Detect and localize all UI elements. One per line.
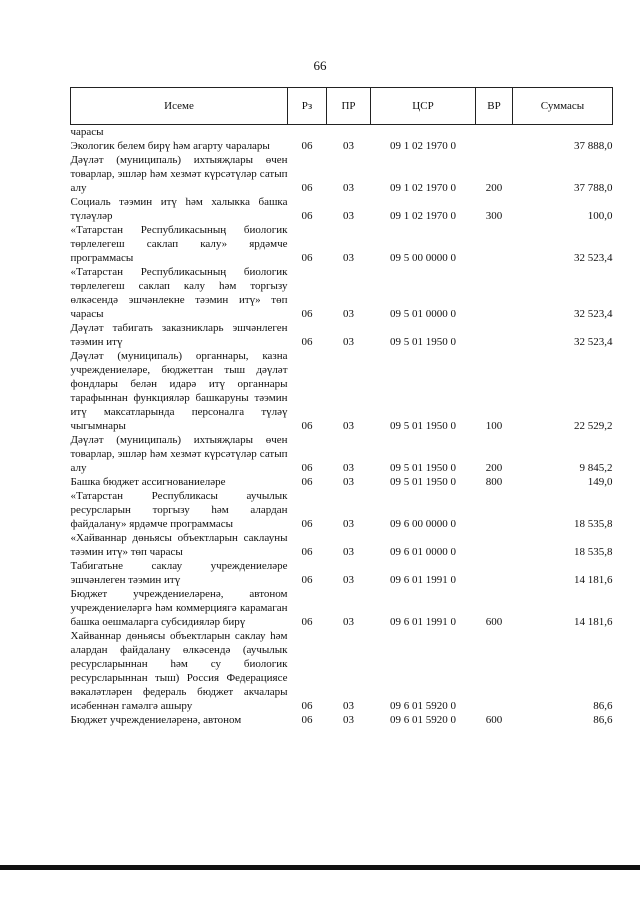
row-name: «Татарстан Республикасы аучылык ресурсларын торгызу һәм алардан файдалану» ярдәмче программасы — [70, 490, 288, 530]
row-rz: 06 — [301, 252, 313, 264]
row-name: Дәүләт табигать заказникларь эшчәнлеген тәэмин итү — [70, 322, 288, 348]
row-sum: 18 535,8 — [574, 518, 613, 530]
row-rz: 06 — [301, 518, 313, 530]
table-row — [71, 629, 613, 713]
row-csr: 09 5 01 1950 0 — [390, 420, 456, 432]
row-pr: 03 — [343, 420, 354, 432]
row-csr: 09 1 02 1970 0 — [390, 210, 456, 222]
row-csr — [371, 125, 476, 140]
row-pr: 03 — [343, 336, 354, 348]
row-csr: 09 5 01 1950 0 — [390, 476, 456, 488]
row-pr: 03 — [343, 518, 354, 530]
row-vr — [476, 125, 513, 140]
table-row — [71, 223, 613, 265]
row-sum: 32 523,4 — [574, 336, 613, 348]
row-pr: 03 — [343, 574, 354, 586]
row-vr — [476, 265, 513, 321]
row-rz: 06 — [301, 546, 313, 558]
row-rz: 06 — [301, 140, 313, 152]
row-sum: 37 888,0 — [574, 140, 613, 152]
row-csr: 09 6 01 5920 0 — [390, 714, 456, 726]
row-pr: 03 — [343, 714, 354, 726]
row-vr: 800 — [485, 476, 503, 488]
table-row — [71, 321, 613, 349]
row-vr — [476, 139, 513, 153]
header-csr: ЦСР — [371, 88, 476, 125]
row-name: Дәүләт (муниципаль) ихтыяҗлары өчен товарлар, эшләр һәм хезмәт күрсәтүләр сатып алу — [70, 154, 288, 194]
header-rz: Рз — [288, 88, 327, 125]
table-row — [71, 139, 613, 153]
row-sum: 9 845,2 — [579, 462, 613, 474]
row-vr — [476, 559, 513, 587]
page-number: 66 — [313, 58, 327, 73]
row-rz: 06 — [301, 420, 313, 432]
row-rz: 06 — [301, 182, 313, 194]
row-name: Социаль тәэмин итү һәм халыкка башка түләүләр — [70, 196, 288, 222]
table-row — [71, 433, 613, 475]
row-name: Дәүләт (муниципаль) органнары, казна учреждениеләре, бюджеттан тыш дәүләт фондлары белән идарә итү органнары тарафыннан функцияләр башкаруны тәэмин итү максатларында персоналга түләү чыгымнары — [70, 350, 288, 432]
row-name: чарасы — [70, 126, 104, 138]
row-rz — [288, 125, 327, 140]
table-row — [71, 125, 613, 140]
table-row — [71, 195, 613, 223]
row-csr: 09 6 00 0000 0 — [390, 518, 456, 530]
row-name: Табигатьне саклау учреждениеләре эшчәнлеген тәэмин итү — [70, 560, 288, 586]
row-rz: 06 — [301, 308, 313, 320]
table-row — [71, 265, 613, 321]
table-row — [71, 475, 613, 489]
row-rz: 06 — [301, 714, 313, 726]
row-csr: 09 5 00 0000 0 — [390, 252, 456, 264]
header-sum: Суммасы — [513, 88, 613, 125]
row-vr — [476, 223, 513, 265]
row-pr: 03 — [343, 140, 354, 152]
row-pr: 03 — [343, 476, 354, 488]
row-csr: 09 6 01 5920 0 — [390, 700, 456, 712]
row-vr: 600 — [485, 714, 503, 726]
header-vr: ВР — [476, 88, 513, 125]
row-sum: 86,6 — [593, 700, 613, 712]
row-name: Бюджет учреждениеләренә, автоном — [70, 714, 242, 726]
header-pr: ПР — [327, 88, 371, 125]
row-vr — [476, 531, 513, 559]
row-rz: 06 — [301, 462, 313, 474]
row-pr: 03 — [343, 700, 354, 712]
row-pr — [327, 125, 371, 140]
table-row — [71, 489, 613, 531]
table-row — [71, 153, 613, 195]
row-name: Бюджет учреждениеләренә, автоном учреждениеләргә һәм коммерциягә карамаган башка оешмаларга субсидияләр бирү — [70, 588, 288, 628]
row-pr: 03 — [343, 252, 354, 264]
row-sum: 86,6 — [593, 714, 613, 726]
page-bottom-edge — [0, 865, 640, 870]
table-row — [71, 559, 613, 587]
row-name: Дәүләт (муниципаль) ихтыяҗлары өчен товарлар, эшләр һәм хезмәт күрсәтүләр сатып алу — [70, 434, 288, 474]
row-sum: 18 535,8 — [574, 546, 613, 558]
table-row — [71, 349, 613, 433]
row-name: Экологик белем бирү һәм агарту чаралары — [70, 140, 270, 152]
row-pr: 03 — [343, 308, 354, 320]
row-pr: 03 — [343, 210, 354, 222]
row-csr: 09 1 02 1970 0 — [390, 182, 456, 194]
table-row — [71, 587, 613, 629]
row-vr: 200 — [485, 182, 503, 194]
row-vr: 300 — [485, 210, 503, 222]
table-header-row — [71, 88, 613, 125]
row-sum: 149,0 — [587, 476, 613, 488]
row-rz: 06 — [301, 616, 313, 628]
row-vr — [476, 489, 513, 531]
row-csr: 09 1 02 1970 0 — [390, 140, 456, 152]
row-vr: 200 — [485, 462, 503, 474]
row-sum: 37 788,0 — [574, 182, 613, 194]
row-csr: 09 5 01 0000 0 — [390, 308, 456, 320]
row-sum: 14 181,6 — [574, 616, 613, 628]
row-rz: 06 — [301, 700, 313, 712]
row-vr: 100 — [485, 420, 503, 432]
row-pr: 03 — [343, 616, 354, 628]
row-csr: 09 5 01 1950 0 — [390, 462, 456, 474]
row-pr: 03 — [343, 462, 354, 474]
row-rz: 06 — [301, 574, 313, 586]
row-sum: 22 529,2 — [574, 420, 613, 432]
row-sum — [513, 125, 613, 140]
table-row — [71, 531, 613, 559]
row-csr: 09 6 01 1991 0 — [390, 616, 456, 628]
row-rz: 06 — [301, 476, 313, 488]
row-rz: 06 — [301, 336, 313, 348]
row-name: «Татарстан Республикасының биологик төрлелегеш саклап калу һәм торгызу өлкәсендә эшчәнлекне тәэмин итү» төп чарасы — [70, 266, 288, 320]
row-pr: 03 — [343, 546, 354, 558]
row-name: Башка бюджет ассигнованиеләре — [70, 476, 226, 488]
row-vr — [476, 629, 513, 713]
row-csr: 09 6 01 1991 0 — [390, 574, 456, 586]
row-sum: 32 523,4 — [574, 252, 613, 264]
row-csr: 09 6 01 0000 0 — [390, 546, 456, 558]
row-sum: 100,0 — [587, 210, 613, 222]
row-vr — [476, 321, 513, 349]
table-row — [71, 713, 613, 727]
row-name: Хайваннар дөньясы объектларын саклау һәм алардан файдалану өлкәсендә (аучылык ресурсларыннан һәм су биологик ресурсларыннан тыш) Россия Федерациясе вәкаләтләрен федераль бюджет акчалары исәбеннән гамәлгә ашыру — [70, 630, 288, 712]
row-vr: 600 — [485, 616, 503, 628]
row-pr: 03 — [343, 182, 354, 194]
row-sum: 14 181,6 — [574, 574, 613, 586]
row-name: «Татарстан Республикасының биологик төрлелегеш саклап калу» ярдәмче программасы — [70, 224, 288, 264]
header-name: Исеме — [71, 88, 288, 125]
budget-table — [70, 87, 613, 727]
row-csr: 09 5 01 1950 0 — [390, 336, 456, 348]
row-sum: 32 523,4 — [574, 308, 613, 320]
row-rz: 06 — [301, 210, 313, 222]
row-name: «Хайваннар дөньясы объектларын саклауны тәэмин итү» төп чарасы — [70, 532, 288, 558]
